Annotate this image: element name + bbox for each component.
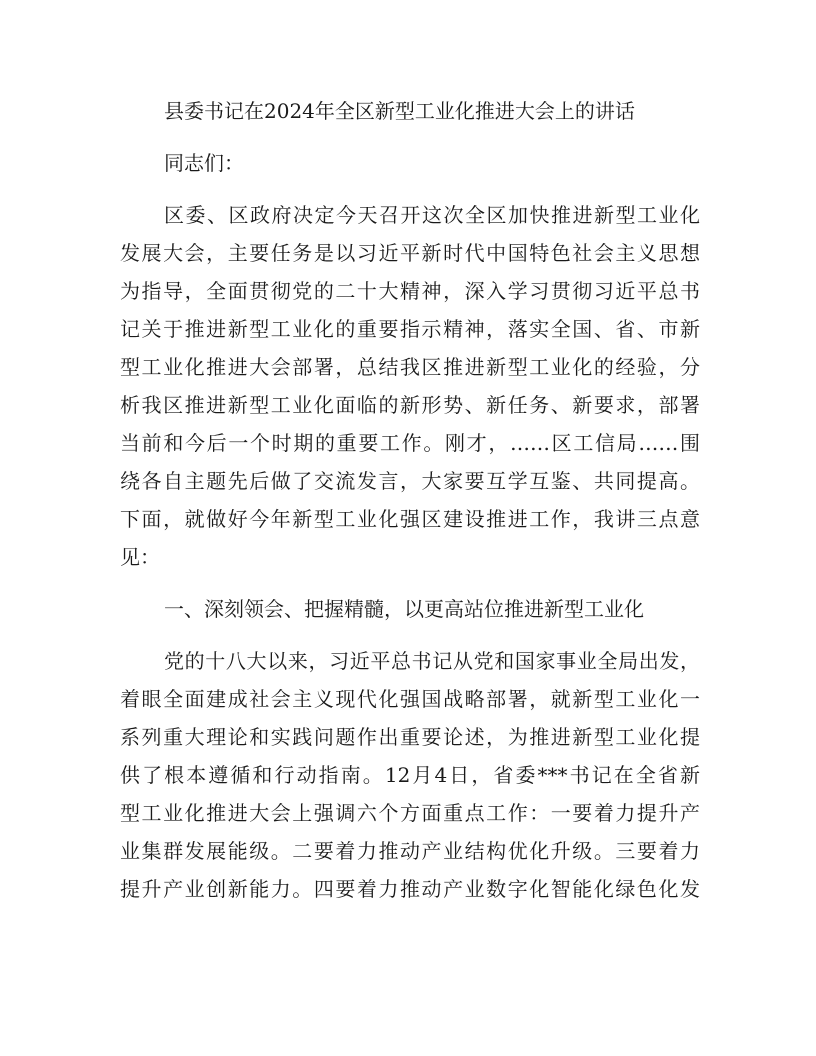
paragraph-line: 型工业化推进大会部署，总结我区推进新型工业化的经验，分 (120, 355, 700, 379)
paragraph-intro (120, 196, 700, 576)
paragraph-line: 发展大会，主要任务是以习近平新时代中国特色社会主义思想 (120, 241, 700, 265)
paragraph-line: 析我区推进新型工业化面临的新形势、新任务、新要求，部署 (120, 393, 700, 417)
paragraph-line: 区委、区政府决定今天召开这次全区加快推进新型工业化 (164, 203, 700, 227)
paragraph-line: 当前和今后一个时期的重要工作。刚才，……区工信局……围 (120, 431, 700, 455)
paragraph-line: 系列重大理论和实践问题作出重要论述，为推进新型工业化提 (120, 725, 700, 749)
document-body (120, 92, 700, 922)
paragraph-line: 绕各自主题先后做了交流发言，大家要互学互鉴、共同提高。 (120, 469, 700, 493)
paragraph-line: 业集群发展能级。二要着力推动产业结构优化升级。三要着力 (120, 839, 700, 863)
paragraph-line: 型工业化推进大会上强调六个方面重点工作：一要着力提升产 (120, 801, 700, 825)
paragraph-line: 为指导，全面贯彻党的二十大精神，深入学习贯彻习近平总书 (120, 279, 700, 303)
paragraph-section-1 (120, 642, 700, 908)
paragraph-line: 下面，就做好今年新型工业化强区建设推进工作，我讲三点意 (120, 507, 700, 531)
paragraph-line: 提升产业创新能力。四要着力推动产业数字化智能化绿色化发 (120, 877, 700, 901)
paragraph-line: 记关于推进新型工业化的重要指示精神，落实全国、省、市新 (120, 317, 700, 341)
paragraph-line: 党的十八大以来，习近平总书记从党和国家事业全局出发， (164, 649, 700, 673)
paragraph-line: 着眼全面建成社会主义现代化强国战略部署，就新型工业化一 (120, 687, 700, 711)
section-heading-1: 一、深刻领会、把握精髓，以更高站位推进新型工业化 (164, 597, 644, 621)
salutation: 同志们： (164, 151, 244, 175)
document-title: 县委书记在2024年全区新型工业化推进大会上的讲话 (164, 99, 635, 123)
paragraph-line: 见： (120, 545, 160, 569)
paragraph-line: 供了根本遵循和行动指南。12月4日，省委***书记在全省新 (120, 763, 700, 787)
